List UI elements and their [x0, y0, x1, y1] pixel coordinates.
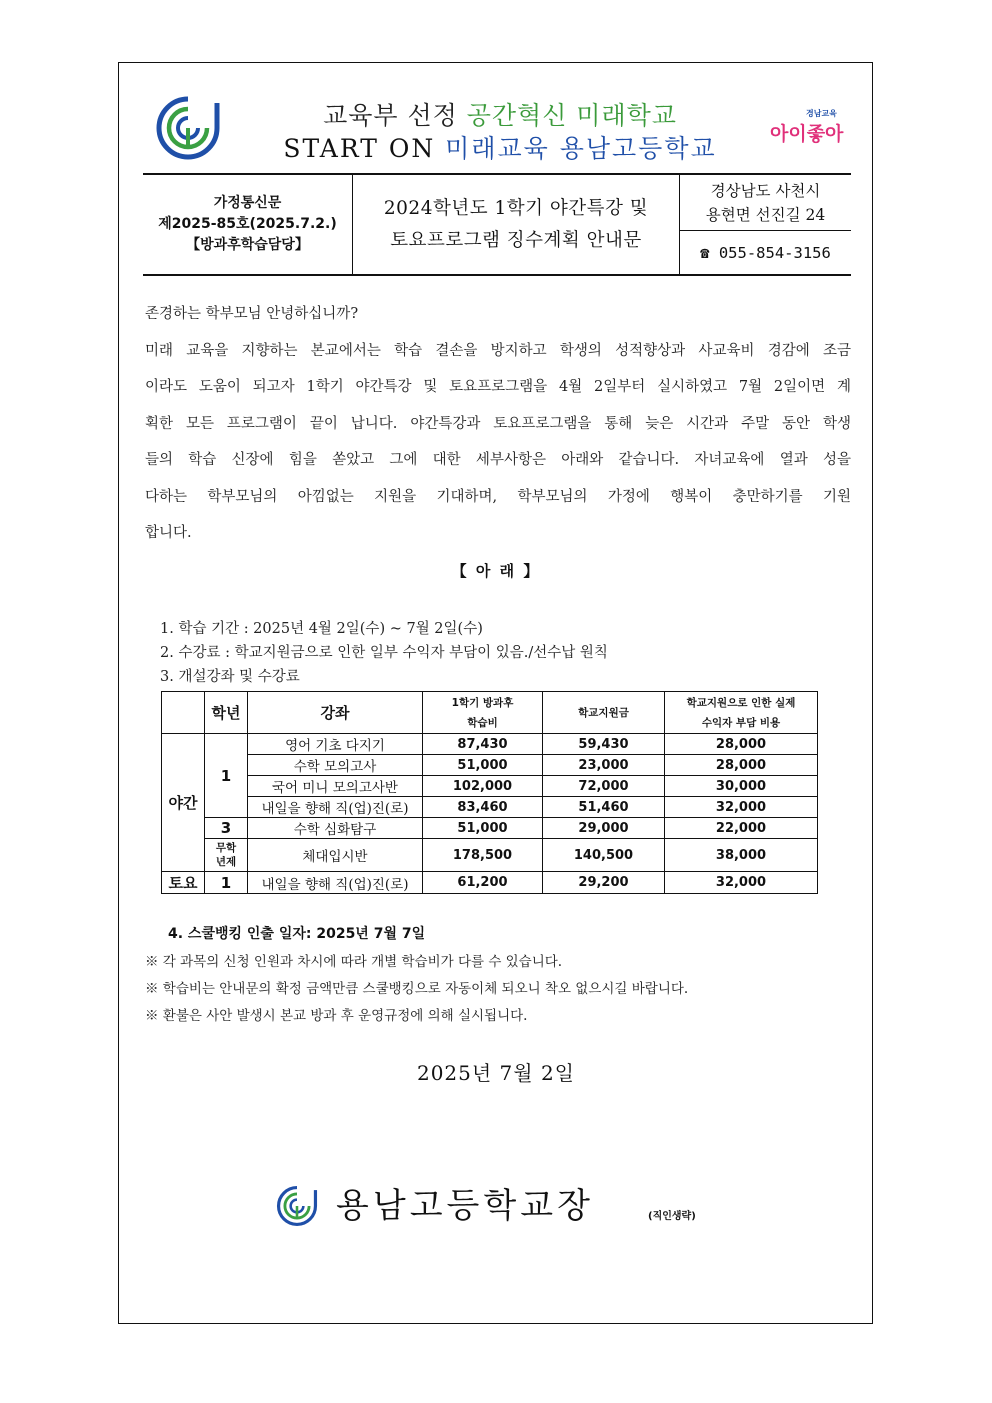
support-cell: 72,000 [543, 776, 665, 797]
course-cell: 내일을 향해 직(업)진(로) [248, 797, 423, 818]
fee-cell: 51,000 [423, 755, 543, 776]
burden-cell: 28,000 [665, 734, 818, 755]
support-cell: 29,200 [543, 872, 665, 894]
doc-title-line-2: 토요프로그램 징수계획 안내문 [390, 229, 642, 251]
course-cell: 수학 모의고사 [248, 755, 423, 776]
fee-cell: 83,460 [423, 797, 543, 818]
doc-title [353, 175, 680, 274]
bank-date: 4. 스쿨뱅킹 인출 일자: 2025년 7월 7일 [168, 926, 426, 942]
fee-cell: 102,000 [423, 776, 543, 797]
course-cell: 체대입시반 [248, 839, 423, 872]
grade-cell: 3 [205, 818, 248, 839]
paragraph-line: 들의 학습 신장에 힘을 쏟았고 그에 대한 세부사항은 아래와 같습니다. 자녀교육에 열과 성을 [145, 452, 851, 468]
table-row [162, 755, 818, 776]
paragraph-line: 획한 모든 프로그램이 끝이 납니다. 야간특강과 토요프로그램을 통해 늦은 시간과 주말 동안 학생 [145, 415, 851, 432]
grade-cell: 1 [205, 872, 248, 894]
support-cell: 29,000 [543, 818, 665, 839]
contact-info [680, 175, 851, 274]
header-fee: 1학기 방과후 학습비 [423, 692, 543, 734]
note-item: ※ 학습비는 안내문의 확정 금액만큼 스쿨뱅킹으로 자동이체 되오니 착오 없으시길 바랍니다. [145, 981, 689, 997]
grade-cell: 무학 년제 [205, 839, 248, 872]
section-title: 【 아 래 】 [451, 562, 541, 580]
list-item-period: 1. 학습 기간 : 2025년 4월 2일(수) ~ 7월 2일(수) [160, 621, 483, 637]
doc-type: 가정통신문 [213, 195, 282, 211]
header-group-cell [162, 692, 205, 734]
paragraph-line: 이라도 도움이 되고자 1학기 야간특강 및 토요프로그램을 4월 2일부터 실시하였고 7월 2일이면 계 [145, 379, 851, 395]
table-row [162, 839, 818, 872]
header-burden: 학교지원으로 인한 실제 수익자 부담 비용 [665, 692, 818, 734]
letter-body [145, 296, 851, 552]
paragraph-line: 합니다. [145, 525, 192, 541]
burden-cell: 28,000 [665, 755, 818, 776]
support-cell: 59,430 [543, 734, 665, 755]
course-cell: 국어 미니 모의고사반 [248, 776, 423, 797]
header-support: 학교지원금 [543, 692, 665, 734]
address-line-2: 용현면 선진길 24 [705, 205, 826, 224]
doc-number: 제2025-85호(2025.7.2.) [158, 216, 337, 232]
info-box [143, 173, 851, 276]
header-grade: 학년 [205, 692, 248, 734]
table-row [162, 776, 818, 797]
header-course: 강좌 [248, 692, 423, 734]
phone-number: ☎ 055-854-3156 [700, 243, 831, 262]
burden-cell: 32,000 [665, 797, 818, 818]
list-item-fee: 2. 수강료 : 학교지원금으로 인한 일부 수익자 부담이 있음./선수납 원칙 [160, 645, 608, 661]
fee-cell: 51,000 [423, 818, 543, 839]
course-cell: 영어 기초 다지기 [248, 734, 423, 755]
support-cell: 51,460 [543, 797, 665, 818]
group-night: 야간 [162, 734, 205, 872]
issue-date: 2025년 7월 2일 [416, 1061, 576, 1085]
department: 【방과후학습담당】 [186, 237, 309, 253]
header-line-1: 교육부 선정 공간혁신 미래학교 [323, 101, 677, 130]
school-logo-icon [155, 95, 221, 161]
paragraph-line: 다하는 학부모님의 아낌없는 지원을 기대하며, 학부모님의 가정에 행복이 충만하기를 기원 [145, 488, 851, 505]
signer-name: 용남고등학교장 [336, 1186, 594, 1226]
burden-cell: 32,000 [665, 872, 818, 894]
burden-cell: 38,000 [665, 839, 818, 872]
brand-logo [766, 104, 854, 148]
grade-cell: 1 [205, 734, 248, 818]
burden-cell: 22,000 [665, 818, 818, 839]
table-row [162, 797, 818, 818]
fee-table [161, 691, 818, 894]
table-row [162, 734, 818, 755]
header-line-2: START ON 미래교육 용남고등학교 [283, 134, 717, 163]
note-item: ※ 환불은 사안 발생시 본교 방과 후 운영규정에 의해 실시됩니다. [145, 1008, 528, 1024]
doc-title-line-1: 2024학년도 1학기 야간특강 및 [383, 197, 649, 219]
brand-logo-subtitle: 경남교육 [806, 109, 837, 118]
greeting: 존경하는 학부모님 안녕하십니까? [145, 306, 359, 322]
course-cell: 수학 심화탐구 [248, 818, 423, 839]
fee-cell: 178,500 [423, 839, 543, 872]
address-line-1: 경상남도 사천시 [710, 181, 821, 200]
list-item-courses: 3. 개설강좌 및 수강료 [160, 669, 300, 685]
table-row [162, 818, 818, 839]
school-logo-icon [276, 1185, 318, 1227]
address [680, 175, 851, 231]
table-row [162, 872, 818, 894]
fee-cell: 61,200 [423, 872, 543, 894]
support-cell: 140,500 [543, 839, 665, 872]
brand-logo-title: 아이좋아 [770, 123, 844, 145]
group-saturday: 토요 [162, 872, 205, 894]
note-item: ※ 각 과목의 신청 인원과 차시에 따라 개별 학습비가 다를 수 있습니다. [145, 954, 563, 970]
doc-info [143, 175, 353, 274]
course-cell: 내일을 향해 직(업)진(로) [248, 872, 423, 894]
burden-cell: 30,000 [665, 776, 818, 797]
seal-note: (직인생략) [648, 1211, 696, 1222]
paragraph-line: 미래 교육을 지향하는 본교에서는 학습 결손을 방지하고 학생의 성적향상과 사교육비 경감에 조금 [145, 342, 851, 359]
fee-cell: 87,430 [423, 734, 543, 755]
support-cell: 23,000 [543, 755, 665, 776]
table-header-row [162, 692, 818, 734]
